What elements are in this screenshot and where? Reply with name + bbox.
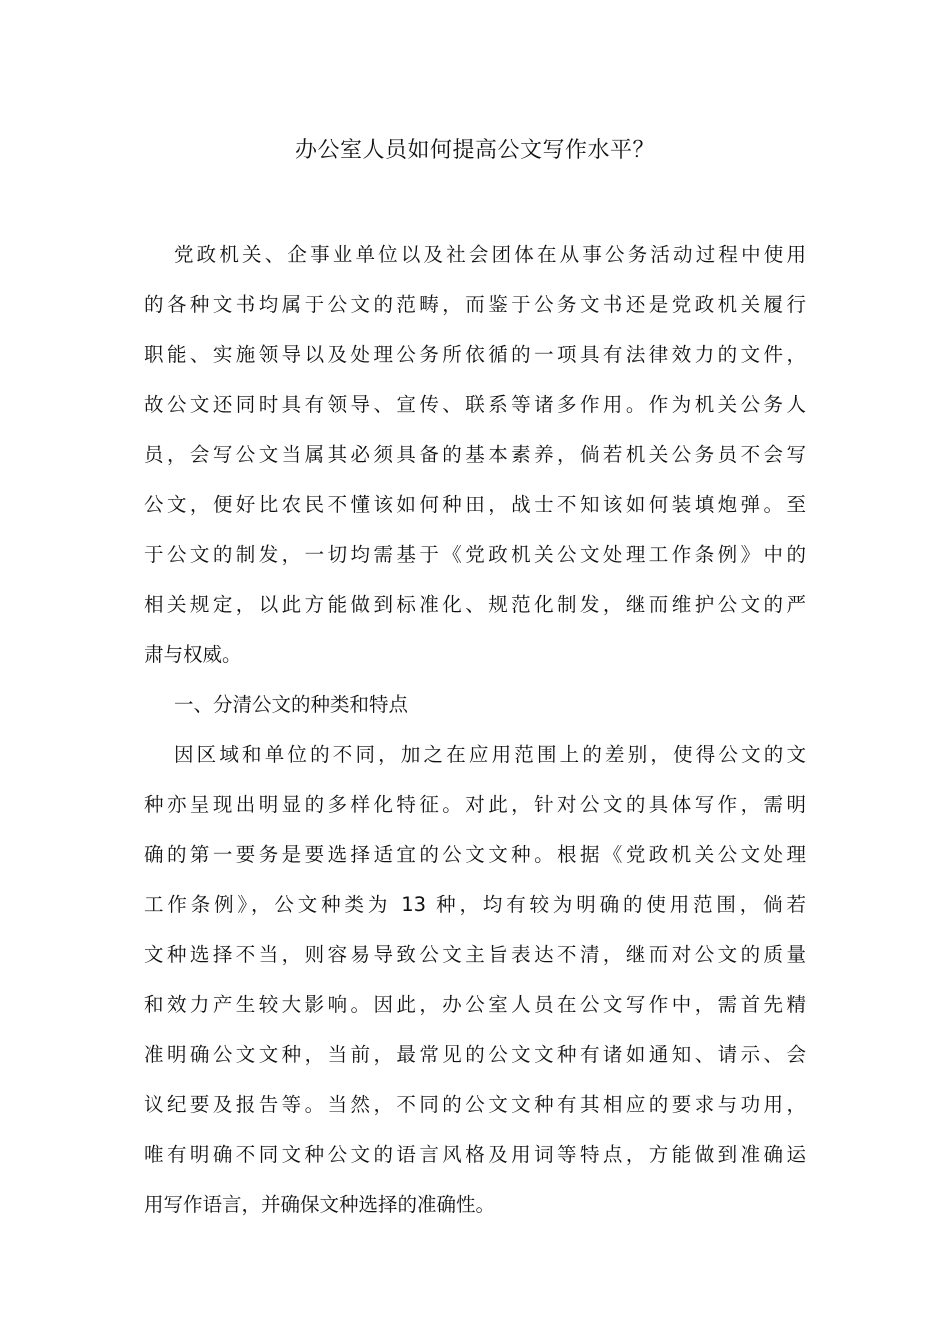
paragraph-2-line-10: 用写作语言，并确保文种选择的准确性。 (144, 1193, 496, 1216)
paragraph-2-line-9: 唯有明确不同文种公文的语言风格及用词等特点，方能做到准确运 (144, 1143, 806, 1166)
paragraph-1-line-4: 故公文还同时具有领导、宣传、联系等诸多作用。作为机关公务人 (144, 393, 806, 416)
paragraph-1-line-8: 相关规定，以此方能做到标准化、规范化制发，继而维护公文的严 (144, 593, 806, 616)
document-body (144, 230, 806, 1230)
paragraph-2-line-5: 文种选择不当，则容易导致公文主旨表达不清，继而对公文的质量 (144, 943, 806, 966)
paragraph-1-line-5: 员，会写公文当属其必须具备的基本素养，倘若机关公务员不会写 (144, 443, 806, 466)
paragraph-1-line-1: 党政机关、企事业单位以及社会团体在从事公务活动过程中使用 (174, 243, 806, 266)
paragraph-1-line-9: 肃与权威。 (144, 643, 242, 666)
paragraph-2-line-2: 种亦呈现出明显的多样化特征。对此，针对公文的具体写作，需明 (144, 793, 806, 816)
document-title: 办公室人员如何提高公文写作水平？ (294, 138, 655, 163)
paragraph-1-line-3: 职能、实施领导以及处理公务所依循的一项具有法律效力的文件， (144, 343, 806, 366)
paragraph-2-line-6: 和效力产生较大影响。因此，办公室人员在公文写作中，需首先精 (144, 993, 806, 1016)
paragraph-2-line-3: 确的第一要务是要选择适宜的公文文种。根据《党政机关公文处理 (144, 843, 806, 866)
paragraph-1-line-7: 于公文的制发，一切均需基于《党政机关公文处理工作条例》中的 (144, 543, 806, 566)
paragraph-1-line-2: 的各种文书均属于公文的范畴，而鉴于公务文书还是党政机关履行 (144, 293, 806, 316)
paragraph-2-line-4: 工作条例》，公文种类为 13 种，均有较为明确的使用范围，倘若 (144, 893, 806, 916)
paragraph-2-line-1: 因区域和单位的不同，加之在应用范围上的差别，使得公文的文 (174, 743, 806, 766)
paragraph-2-line-8: 议纪要及报告等。当然，不同的公文文种有其相应的要求与功用， (144, 1093, 806, 1116)
section-heading-1: 一、分清公文的种类和特点 (174, 693, 409, 716)
paragraph-1-line-6: 公文，便好比农民不懂该如何种田，战士不知该如何装填炮弹。至 (144, 493, 806, 516)
paragraph-2-line-7: 准明确公文文种，当前，最常见的公文文种有诸如通知、请示、会 (144, 1043, 806, 1066)
